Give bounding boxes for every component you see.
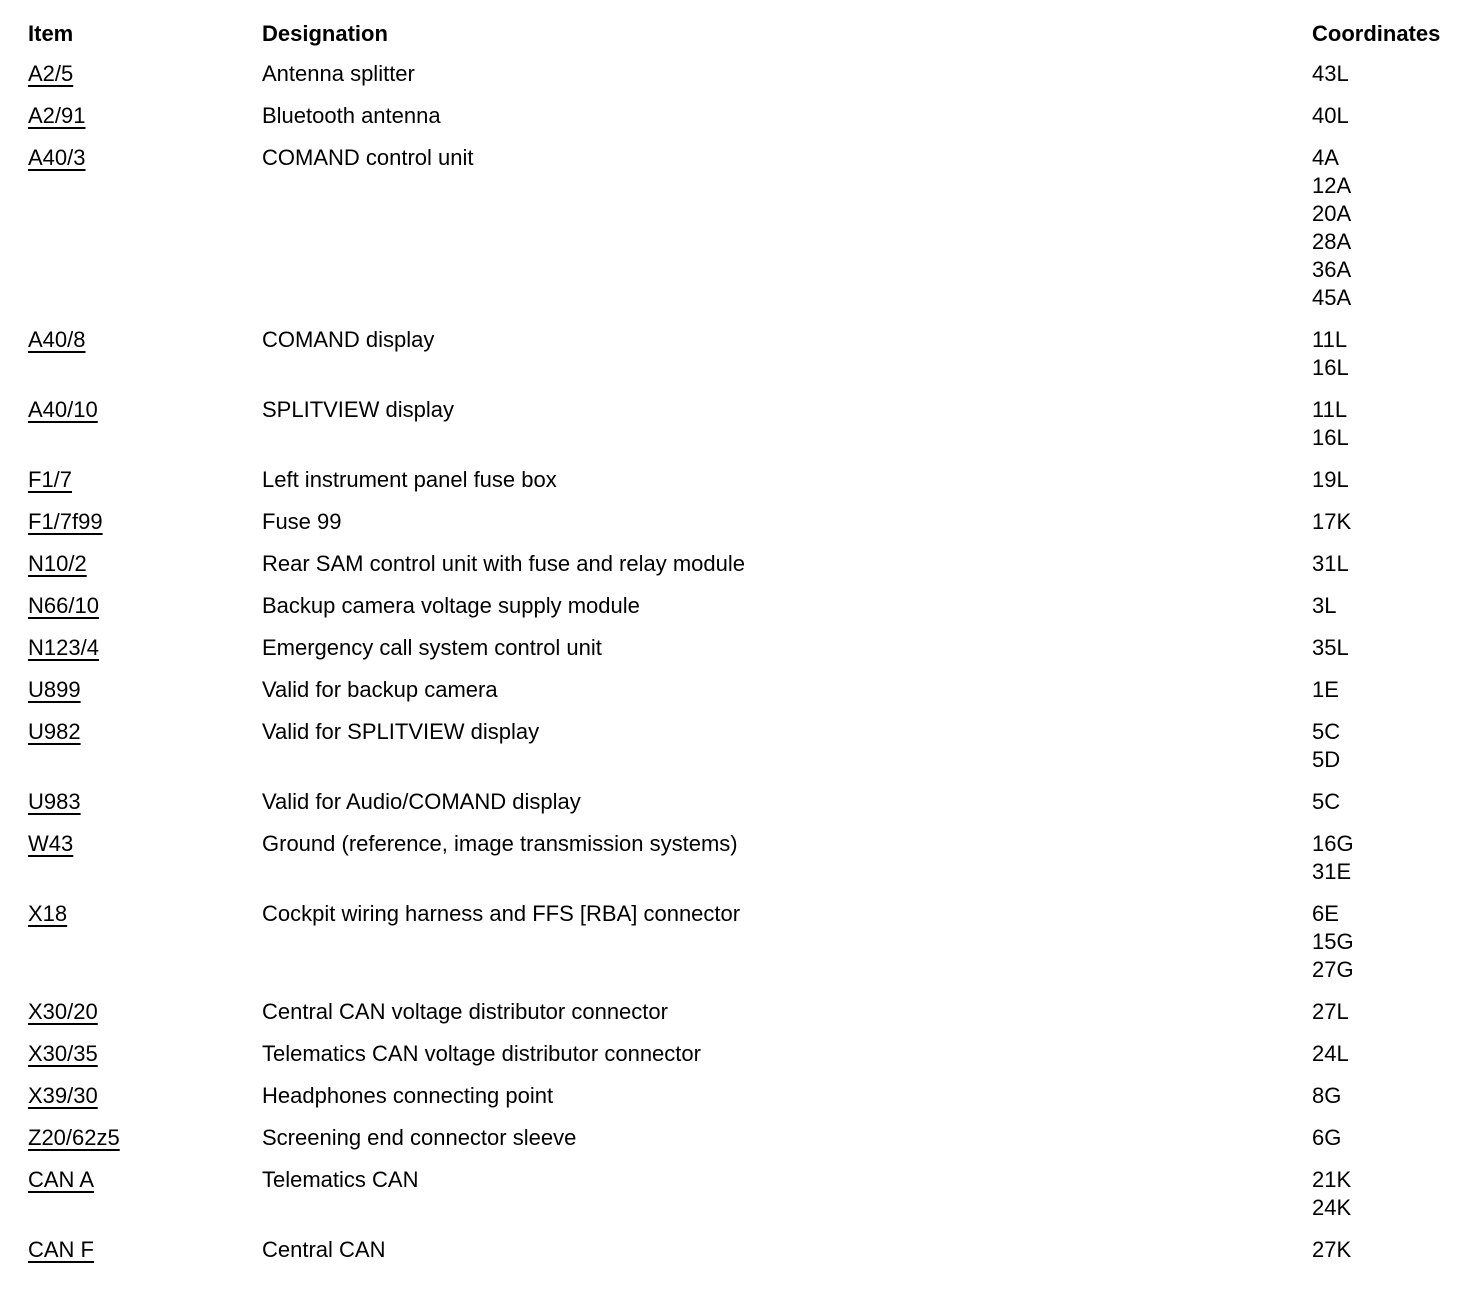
item-cell <box>28 1124 262 1152</box>
coordinates-cell <box>1312 144 1468 312</box>
item-link[interactable]: CAN F <box>28 1237 94 1262</box>
coordinate-value: 6E <box>1312 901 1339 926</box>
designation-cell: Ground (reference, image transmission systems) <box>262 831 738 856</box>
coordinate-value: 17K <box>1312 509 1352 534</box>
item-link[interactable]: X18 <box>28 901 68 926</box>
item-cell <box>28 788 262 816</box>
item-link[interactable]: CAN A <box>28 1167 95 1192</box>
table-row <box>28 1071 1468 1113</box>
designation-cell: Central CAN <box>262 1237 386 1262</box>
item-link[interactable]: F1/7 <box>28 467 73 492</box>
item-cell <box>28 550 262 578</box>
table-header-row <box>28 18 1468 49</box>
table-row <box>28 385 1468 455</box>
coordinates-cell <box>1312 102 1468 130</box>
designation-cell: Rear SAM control unit with fuse and relay module <box>262 551 746 576</box>
coordinate-value: 31L <box>1312 551 1349 576</box>
coordinate-value: 45A <box>1312 285 1352 310</box>
item-link[interactable]: F1/7f99 <box>28 509 103 534</box>
coordinate-value: 24K <box>1312 1195 1352 1220</box>
designation-cell: Bluetooth antenna <box>262 103 441 128</box>
item-cell <box>28 102 262 130</box>
table-row <box>28 497 1468 539</box>
item-cell <box>28 676 262 704</box>
designation-cell: Central CAN voltage distributor connector <box>262 999 668 1024</box>
item-cell <box>28 508 262 536</box>
table-row <box>28 777 1468 819</box>
item-link[interactable]: U899 <box>28 677 81 702</box>
item-column-header: Item <box>28 21 74 46</box>
item-cell <box>28 1236 262 1264</box>
table-row <box>28 539 1468 581</box>
coordinate-value: 16L <box>1312 425 1349 450</box>
coordinate-value: 40L <box>1312 103 1349 128</box>
designation-cell: Valid for Audio/COMAND display <box>262 789 581 814</box>
coordinates-cell <box>1312 60 1468 88</box>
coordinates-cell <box>1312 592 1468 620</box>
coordinate-value: 15G <box>1312 929 1354 954</box>
coordinate-value: 1E <box>1312 677 1339 702</box>
designation-cell: Left instrument panel fuse box <box>262 467 557 492</box>
item-link[interactable]: X30/20 <box>28 999 98 1024</box>
coordinate-value: 8G <box>1312 1083 1342 1108</box>
designation-cell: Telematics CAN <box>262 1167 419 1192</box>
table-row <box>28 133 1468 315</box>
designation-cell: COMAND display <box>262 327 435 352</box>
designation-cell: Screening end connector sleeve <box>262 1125 577 1150</box>
item-cell <box>28 326 262 354</box>
designation-cell: Headphones connecting point <box>262 1083 554 1108</box>
coordinates-cell <box>1312 830 1468 886</box>
designation-cell: Valid for backup camera <box>262 677 498 702</box>
coordinates-cell <box>1312 1236 1468 1264</box>
designation-cell: Valid for SPLITVIEW display <box>262 719 540 744</box>
designation-cell: Backup camera voltage supply module <box>262 593 640 618</box>
table-row <box>28 665 1468 707</box>
coordinates-cell <box>1312 1166 1468 1222</box>
coordinate-value: 24L <box>1312 1041 1349 1066</box>
designation-column-header: Designation <box>262 21 388 46</box>
coordinates-cell <box>1312 1124 1468 1152</box>
table-row <box>28 987 1468 1029</box>
coordinate-value: 4A <box>1312 145 1339 170</box>
item-cell <box>28 60 262 88</box>
item-cell <box>28 998 262 1026</box>
table-row <box>28 1029 1468 1071</box>
designation-cell: Antenna splitter <box>262 61 415 86</box>
coordinate-value: 11L <box>1312 327 1348 352</box>
table-row <box>28 707 1468 777</box>
coordinates-cell <box>1312 998 1468 1026</box>
coordinates-cell <box>1312 676 1468 704</box>
table-body <box>28 49 1468 1267</box>
item-link[interactable]: A40/10 <box>28 397 98 422</box>
coordinates-cell <box>1312 1082 1468 1110</box>
coordinate-value: 43L <box>1312 61 1349 86</box>
table-row <box>28 623 1468 665</box>
coordinate-value: 20A <box>1312 201 1352 226</box>
item-link[interactable]: N123/4 <box>28 635 99 660</box>
item-cell <box>28 144 262 172</box>
coordinates-cell <box>1312 1040 1468 1068</box>
designation-cell: SPLITVIEW display <box>262 397 454 422</box>
item-cell <box>28 1166 262 1194</box>
coordinate-value: 12A <box>1312 173 1352 198</box>
designation-cell: COMAND control unit <box>262 145 474 170</box>
item-link[interactable]: A40/8 <box>28 327 86 352</box>
item-link[interactable]: W43 <box>28 831 74 856</box>
table-row <box>28 455 1468 497</box>
coordinate-value: 5D <box>1312 747 1341 772</box>
item-link[interactable]: Z20/62z5 <box>28 1125 120 1150</box>
item-link[interactable]: A40/3 <box>28 145 86 170</box>
item-cell <box>28 900 262 928</box>
item-cell <box>28 830 262 858</box>
table-row <box>28 889 1468 987</box>
designation-cell: Emergency call system control unit <box>262 635 602 660</box>
table-row <box>28 1225 1468 1267</box>
item-cell <box>28 592 262 620</box>
designation-cell: Telematics CAN voltage distributor connector <box>262 1041 701 1066</box>
coordinates-column-header: Coordinates <box>1312 21 1441 46</box>
item-cell <box>28 1040 262 1068</box>
coordinate-value: 3L <box>1312 593 1337 618</box>
coordinates-cell <box>1312 634 1468 662</box>
table-row <box>28 1155 1468 1225</box>
component-legend-table <box>28 18 1468 1267</box>
item-cell <box>28 1082 262 1110</box>
coordinate-value: 19L <box>1312 467 1349 492</box>
item-link[interactable]: U983 <box>28 789 81 814</box>
coordinate-value: 5C <box>1312 719 1341 744</box>
item-link[interactable]: X39/30 <box>28 1083 98 1108</box>
item-cell <box>28 718 262 746</box>
table-row <box>28 49 1468 91</box>
item-link[interactable]: N10/2 <box>28 551 87 576</box>
item-link[interactable]: X30/35 <box>28 1041 98 1066</box>
coordinate-value: 27G <box>1312 957 1354 982</box>
coordinates-cell <box>1312 550 1468 578</box>
coordinates-cell <box>1312 326 1468 382</box>
coordinate-value: 5C <box>1312 789 1341 814</box>
coordinate-value: 16L <box>1312 355 1349 380</box>
coordinates-cell <box>1312 466 1468 494</box>
coordinates-cell <box>1312 396 1468 452</box>
item-cell <box>28 466 262 494</box>
coordinate-value: 31E <box>1312 859 1352 884</box>
coordinates-cell <box>1312 788 1468 816</box>
item-link[interactable]: A2/5 <box>28 61 74 86</box>
coordinates-cell <box>1312 508 1468 536</box>
item-link[interactable]: U982 <box>28 719 81 744</box>
item-cell <box>28 396 262 424</box>
coordinate-value: 11L <box>1312 397 1348 422</box>
designation-cell: Cockpit wiring harness and FFS [RBA] connector <box>262 901 741 926</box>
item-link[interactable]: A2/91 <box>28 103 86 128</box>
table-row <box>28 819 1468 889</box>
table-row <box>28 315 1468 385</box>
item-link[interactable]: N66/10 <box>28 593 99 618</box>
designation-cell: Fuse 99 <box>262 509 342 534</box>
table-row <box>28 581 1468 623</box>
coordinate-value: 35L <box>1312 635 1349 660</box>
coordinate-value: 6G <box>1312 1125 1342 1150</box>
coordinate-value: 27K <box>1312 1237 1352 1262</box>
coordinates-cell <box>1312 718 1468 774</box>
coordinate-value: 28A <box>1312 229 1352 254</box>
table-row <box>28 1113 1468 1155</box>
coordinate-value: 36A <box>1312 257 1352 282</box>
coordinate-value: 21K <box>1312 1167 1352 1192</box>
coordinates-cell <box>1312 900 1468 984</box>
table-row <box>28 91 1468 133</box>
coordinate-value: 27L <box>1312 999 1349 1024</box>
item-cell <box>28 634 262 662</box>
coordinate-value: 16G <box>1312 831 1354 856</box>
